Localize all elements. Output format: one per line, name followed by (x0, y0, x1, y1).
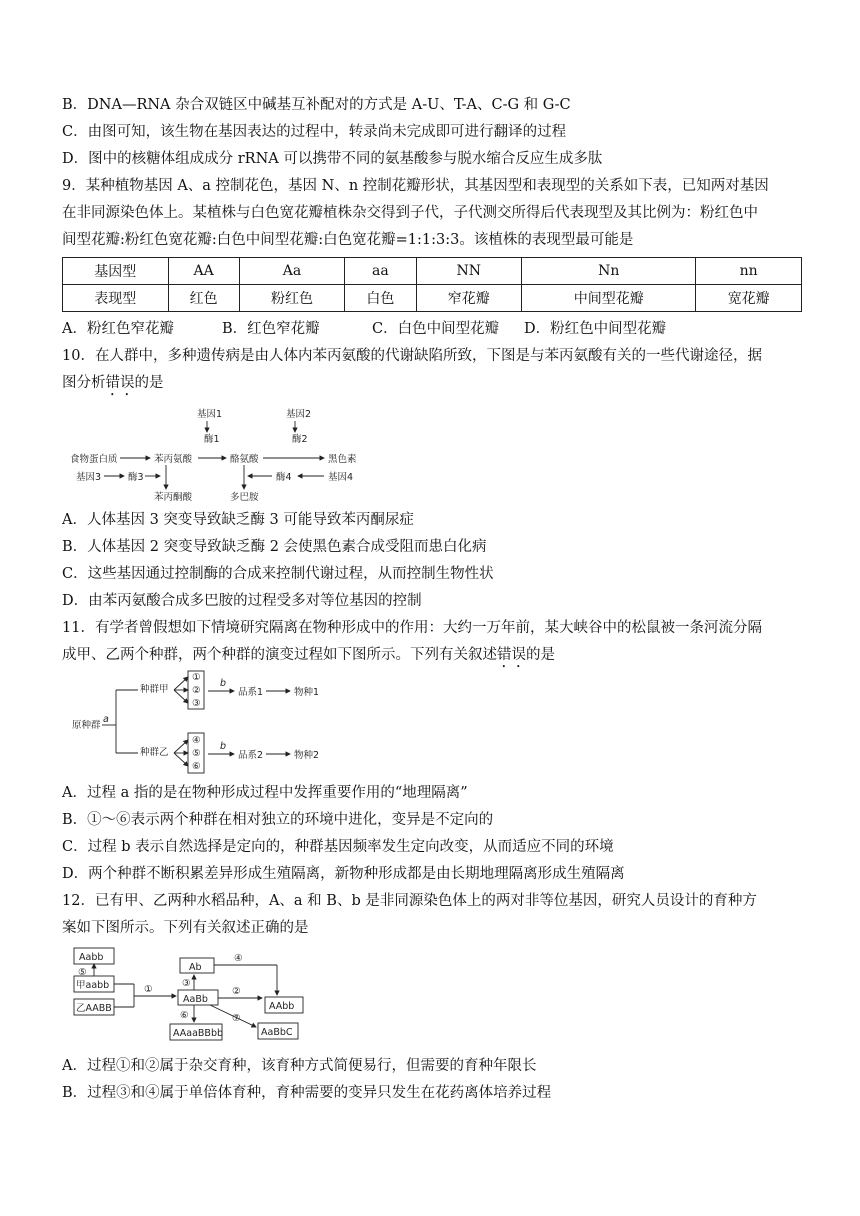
q9-options (62, 316, 804, 343)
q9-option-c: C．白色中间型花瓣 (372, 321, 500, 337)
step-5-label: ⑤ (192, 748, 201, 759)
strain2-label: 品系2 (238, 750, 264, 761)
dopamine-label: 多巴胺 (230, 492, 259, 503)
q10-stem-text: 图分析 (62, 375, 106, 391)
phenylalanine-label: 苯丙氨酸 (154, 454, 193, 465)
step-3-label: ③ (182, 978, 191, 989)
table-cell: NN (416, 258, 522, 285)
population-a-label: 种群甲 (140, 684, 169, 695)
q10-stem-text-end: 的是 (134, 375, 164, 391)
step-6-label: ⑥ (180, 1010, 189, 1021)
q12-option-a: A．过程①和②属于杂交育种，该育种方式简便易行，但需要的育种年限长 (62, 1058, 537, 1074)
table-cell: 红色 (168, 285, 239, 312)
step-1-label: ① (192, 672, 201, 683)
enzyme1-label: 酶1 (204, 434, 220, 445)
q11-option-d: D．两个种群不断积累差异形成生殖隔离，新物种形成都是由长期地理隔离形成生殖隔离 (62, 866, 625, 882)
enzyme4-label: 酶4 (276, 472, 292, 483)
q11-stem-text: 成甲、乙两个种群，两个种群的演变过程如下图所示。下列有关叙述 (62, 647, 497, 663)
q9-option-b: B．红色窄花瓣 (222, 321, 320, 337)
table-row (63, 285, 802, 312)
species1-label: 物种1 (294, 687, 320, 698)
aabbc-box: AaBbC (261, 1027, 293, 1038)
table-cell: 宽花瓣 (696, 285, 802, 312)
strain1-label: 品系1 (238, 687, 264, 698)
table-cell: 表现型 (63, 285, 169, 312)
origin-population-label: 原种群 (72, 720, 101, 731)
table-cell: nn (696, 258, 802, 285)
q9-option-d: D．粉红色中间型花瓣 (524, 321, 667, 337)
aabb-middle-box: AaBb (183, 994, 208, 1005)
q10-emphasis: 错误 (105, 375, 135, 391)
q10-option-c: C．这些基因通过控制酶的合成来控制代谢过程，从而控制生物性状 (62, 566, 494, 582)
q10-option-d: D．由苯丙氨酸合成多巴胺的过程受多对等位基因的控制 (62, 593, 422, 609)
melanin-label: 黑色素 (328, 454, 357, 465)
q12-option-b: B．过程③和④属于单倍体育种，育种需要的变异只发生在花药离体培养过程 (62, 1085, 552, 1101)
breeding-scheme-diagram (72, 946, 312, 1050)
q12-stem-line1: 12．已有甲、乙两种水稻品种，A、a 和 B、b 是非同源染色体上的两对非等位基因，研究人员设计的育种方 (62, 893, 757, 909)
step-2-label: ② (192, 685, 201, 696)
step-3-label: ③ (192, 698, 201, 709)
aabb-top-box: Aabb (79, 952, 104, 963)
gene1-label: 基因1 (197, 409, 223, 420)
genotype-phenotype-table (62, 257, 802, 312)
table-cell: AA (168, 258, 239, 285)
q10-stem-line2 (62, 370, 804, 397)
gene3-label: 基因3 (76, 472, 102, 483)
q8-option-b: B．DNA—RNA 杂合双链区中碱基互补配对的方式是 A-U、T-A、C-G 和 G-C (62, 97, 571, 113)
step-5-label: ⑤ (78, 967, 87, 978)
q11-option-a: A．过程 a 指的是在物种形成过程中发挥重要作用的“地理隔离” (62, 785, 468, 801)
exam-page (62, 92, 804, 1107)
step-4-label: ④ (192, 735, 201, 746)
species2-label: 物种2 (294, 750, 320, 761)
metabolic-pathway-diagram (66, 399, 386, 507)
enzyme2-label: 酶2 (292, 434, 308, 445)
q10-option-b: B．人体基因 2 突变导致缺乏酶 2 会使黑色素合成受阻而患白化病 (62, 539, 487, 555)
table-cell: Nn (522, 258, 696, 285)
q11-option-b: B．①～⑥表示两个种群在相对独立的环境中进化，变异是不定向的 (62, 812, 494, 828)
parent-jia-box: 甲aabb (76, 980, 110, 991)
table-cell: Aa (239, 258, 345, 285)
table-cell: aa (345, 258, 416, 285)
q11-emphasis: 错误 (497, 647, 526, 663)
q8-option-d: D．图中的核糖体组成成分 rRNA 可以携带不同的氨基酸参与脱水缩合反应生成多肽 (62, 151, 603, 167)
aaaabbbb-box: AAaaBBbb (173, 1028, 224, 1039)
phenylpyruvate-label: 苯丙酮酸 (154, 492, 193, 503)
q12-stem-line2: 案如下图所示。下列有关叙述正确的是 (62, 920, 309, 936)
table-cell: 基因型 (63, 258, 169, 285)
ab-box: Ab (189, 962, 202, 973)
q10-option-a: A．人体基因 3 突变导致缺乏酶 3 可能导致苯丙酮尿症 (62, 512, 414, 528)
q10-stem-line1: 10．在人群中，多种遗传病是由人体内苯丙氨酸的代谢缺陷所致，下图是与苯丙氨酸有关的一些代谢途径，据 (62, 348, 762, 364)
q9-option-a: A．粉红色窄花瓣 (62, 321, 174, 337)
speciation-diagram (70, 670, 340, 780)
step-2-label: ② (232, 986, 241, 997)
table-cell: 窄花瓣 (416, 285, 522, 312)
q9-stem-line3: 间型花瓣:粉红色宽花瓣:白色中间型花瓣:白色宽花瓣=1:1:3:3。该植株的表现型最可能是 (62, 232, 634, 248)
gene2-label: 基因2 (286, 409, 312, 420)
table-row (63, 258, 802, 285)
step-4-label: ④ (234, 953, 243, 964)
table-cell: 粉红色 (239, 285, 345, 312)
q9-stem-line2: 在非同源染色体上。某植株与白色宽花瓣植株杂交得到子代，子代测交所得后代表现型及其比例为：粉红色中 (62, 205, 758, 221)
gene4-label: 基因4 (328, 472, 354, 483)
process-b-label-1: b (220, 678, 227, 689)
food-protein-label: 食物蛋白质 (70, 454, 118, 465)
tyrosine-label: 酪氨酸 (230, 454, 259, 465)
step-6-label: ⑥ (192, 761, 201, 772)
process-a-label: a (103, 714, 109, 725)
q9-stem-line1: 9．某种植物基因 A、a 控制花色，基因 N、n 控制花瓣形状，其基因型和表现型的关系如下表，已知两对基因 (62, 178, 769, 194)
table-cell: 中间型花瓣 (522, 285, 696, 312)
process-b-label-2: b (220, 741, 227, 752)
q8-option-c: C．由图可知，该生物在基因表达的过程中，转录尚未完成即可进行翻译的过程 (62, 124, 567, 140)
table-cell: 白色 (345, 285, 416, 312)
population-b-label: 种群乙 (140, 747, 169, 758)
aabb-right-box: AAbb (269, 1001, 295, 1012)
step-7-label: ⑦ (232, 1013, 241, 1024)
enzyme3-label: 酶3 (128, 472, 144, 483)
parent-yi-box: 乙AABB (76, 1003, 112, 1014)
q11-stem-line2 (62, 642, 804, 669)
q11-stem-line1: 11．有学者曾假想如下情境研究隔离在物种形成中的作用：大约一万年前，某大峡谷中的松鼠被一条河流分隔 (62, 620, 762, 636)
q11-stem-text-end: 的是 (526, 647, 555, 663)
q11-option-c: C．过程 b 表示自然选择是定向的，种群基因频率发生定向改变，从而适应不同的环境 (62, 839, 614, 855)
step-1-label: ① (144, 984, 153, 995)
